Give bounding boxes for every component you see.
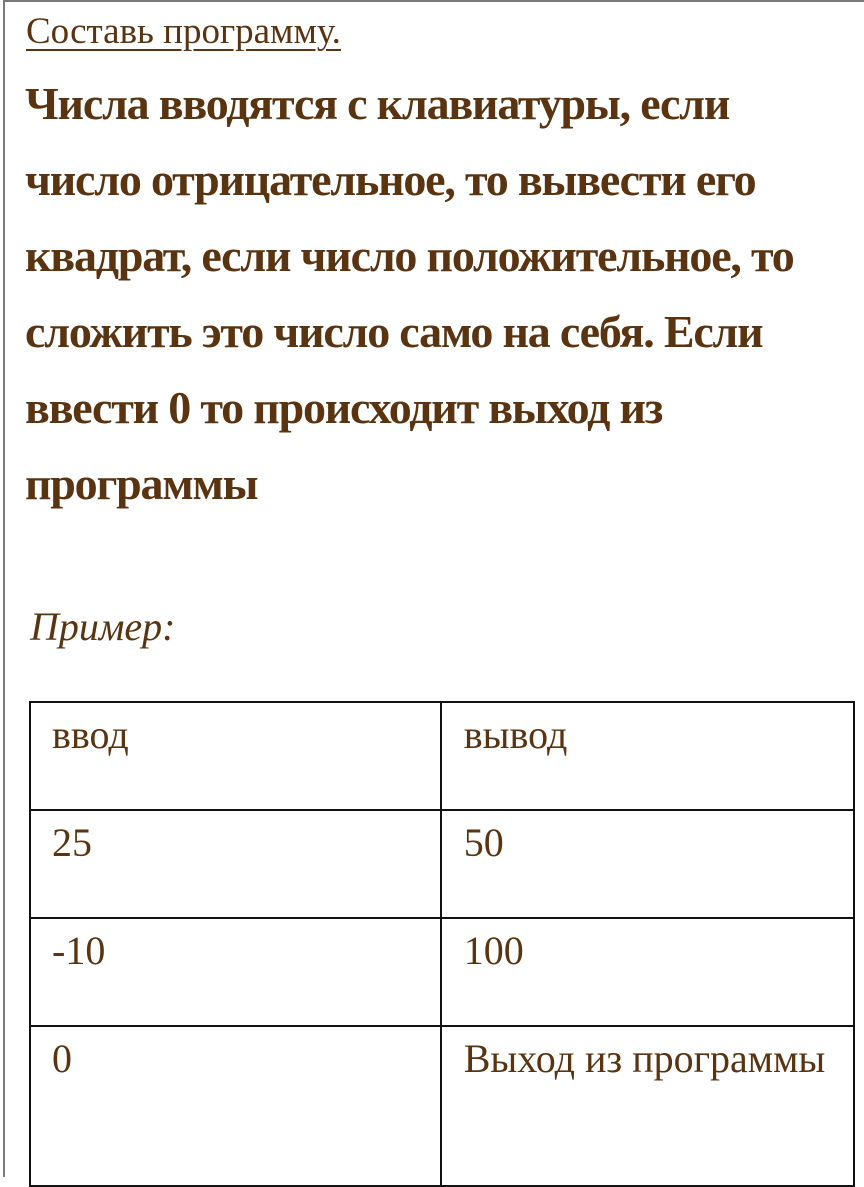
input-cell: -10: [30, 918, 441, 1026]
output-cell: 50: [441, 810, 854, 918]
task-heading: Составь программу.: [26, 11, 341, 52]
header-input-cell: ввод: [30, 702, 441, 810]
table-header-row: [30, 702, 854, 810]
input-cell: 25: [30, 810, 441, 918]
table-row: [30, 918, 854, 1026]
input-cell: 0: [30, 1026, 441, 1186]
header-output-cell: вывод: [441, 702, 854, 810]
output-cell: Выход из программы: [441, 1026, 854, 1186]
task-description: Числа вводятся с клавиатуры, если число отрицательное, то вывести его квадрат, если число положительное, то сложить это число само на себя. Если ввести 0 то происходит выход из программы: [25, 78, 794, 509]
table-row: [30, 1026, 854, 1186]
output-cell: 100: [441, 918, 854, 1026]
table-row: [30, 810, 854, 918]
example-label: Пример:: [30, 604, 176, 649]
example-table: [29, 701, 855, 1187]
